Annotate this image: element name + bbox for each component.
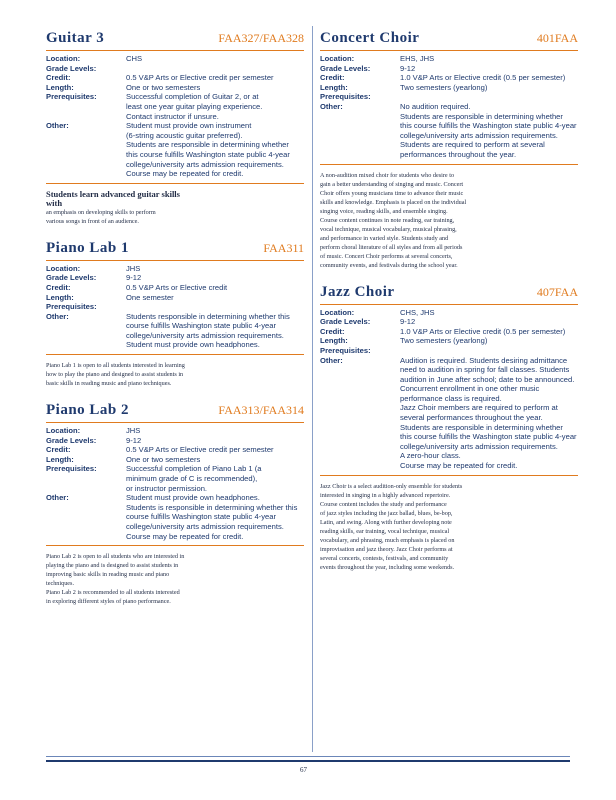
other-line: No audition required. [400, 101, 471, 111]
other-line: Students are responsible in determining whether [126, 140, 289, 150]
value-prereq [400, 346, 578, 356]
other-line: A zero-hour class. [400, 451, 461, 461]
course-description [320, 482, 485, 572]
description-line: an emphasis on developing skills to perform [46, 208, 156, 216]
label-credit: Credit: [320, 326, 345, 336]
other-line: Student must provide own headphones. [126, 493, 260, 503]
other-line: audition in June after school; date to be announced. [400, 374, 575, 384]
course-block [46, 240, 304, 388]
label-credit: Credit: [46, 282, 71, 292]
label-other: Other: [46, 493, 69, 503]
course-header [46, 240, 304, 261]
label-location: Location: [46, 426, 81, 436]
other-line: course fulfills Washington state public 4-year [126, 321, 276, 331]
left-column [46, 30, 304, 620]
column-divider [312, 26, 313, 752]
field-length [320, 83, 578, 93]
other-line: Students is responsible in determining whether this [126, 502, 298, 512]
value-location: CHS, JHS [400, 307, 435, 317]
field-prereq [46, 302, 304, 312]
field-credit [46, 445, 304, 455]
value-length: Two semesters (yearlong) [400, 336, 488, 346]
label-grade: Grade Levels: [320, 317, 371, 327]
value-length: One or two semesters [126, 82, 201, 92]
description-line: vocabulary, and phrasing, much emphasis is placed on [320, 536, 455, 544]
course-fields [46, 264, 304, 355]
label-other: Other: [46, 311, 69, 321]
description-line: playing the piano and is designed to assist students in [46, 562, 179, 570]
course-description [320, 171, 485, 270]
field-other [320, 356, 578, 471]
description-line: Jazz Choir is a select audition-only ensemble for students [320, 482, 463, 490]
other-line: Course may be repeated for credit. [126, 169, 244, 179]
description-line: basic skills in reading music and piano techniques. [46, 380, 172, 388]
other-line: Students are responsible in determining whether [400, 111, 563, 121]
description-line: interested in singing in a highly advanced repertoire. [320, 491, 451, 499]
field-location [46, 426, 304, 436]
field-length [46, 83, 304, 93]
label-prereq: Prerequisites: [320, 92, 371, 102]
label-length: Length: [46, 292, 74, 302]
description-line: Choir offers young musicians time to advance their music [320, 189, 464, 197]
value-credit: 1.0 V&P Arts or Elective credit (0.5 per semester) [400, 326, 566, 336]
label-location: Location: [46, 263, 81, 273]
other-line: this course fulfills Washington state public 4-year [126, 149, 290, 159]
description-line: various songs in front of an audience. [46, 217, 139, 225]
field-other [46, 493, 304, 541]
other-line: Concurrent enrollment in one other music [400, 384, 540, 394]
field-credit [320, 327, 578, 337]
other-line: Student must provide own instrument [126, 121, 252, 131]
field-prereq [46, 464, 304, 493]
description-line: in exploring different styles of piano performance. [46, 598, 171, 606]
course-fields [46, 426, 304, 546]
course-header [320, 30, 578, 51]
description-line: several concerts, contests, festivals, and community [320, 554, 449, 562]
course-code: FAA313/FAA314 [218, 403, 304, 418]
field-grade [46, 273, 304, 283]
label-length: Length: [46, 454, 74, 464]
course-code: FAA311 [263, 240, 304, 255]
course-fields [320, 54, 578, 165]
other-line: college/university arts admission requirements. [126, 522, 284, 531]
footer-rule-bold [46, 760, 570, 762]
other-line: college/university arts admission requirements. [126, 159, 284, 169]
description-line: Course content includes the study and performance [320, 500, 447, 508]
field-other [46, 312, 304, 350]
value-prereq [126, 92, 304, 121]
right-column [320, 30, 578, 586]
description-line: perform choral literature of all styles and from all periods [320, 243, 463, 251]
label-credit: Credit: [46, 445, 71, 455]
prereq-line: minimum grade of C is recommended), [126, 474, 258, 484]
value-other [126, 121, 304, 179]
value-grade: 9-12 [400, 317, 416, 327]
course-description [46, 190, 196, 226]
field-location [320, 54, 578, 64]
field-length [320, 336, 578, 346]
course-description [46, 361, 196, 388]
field-grade [46, 64, 304, 74]
other-line: this course fulfills the Washington state public 4-year [400, 432, 577, 442]
prereq-line: Successful completion of Guitar 2, or at [126, 92, 259, 102]
course-block [320, 30, 578, 270]
field-length [46, 293, 304, 303]
label-length: Length: [320, 336, 348, 346]
field-prereq [320, 346, 578, 356]
value-other [400, 356, 578, 471]
value-credit: 0.5 V&P Arts or Elective credit per semester [126, 445, 274, 455]
course-title: Guitar 3 [46, 30, 105, 46]
course-header [46, 402, 304, 423]
value-prereq [126, 464, 304, 493]
value-other [126, 312, 304, 350]
label-grade: Grade Levels: [320, 63, 371, 73]
value-grade: 9-12 [126, 435, 142, 445]
other-line: college/university arts admission requirements. [126, 330, 284, 340]
field-credit [320, 73, 578, 83]
description-line: singing voice, reading skills, and ensemble singing. [320, 207, 448, 215]
other-line: Course may be repeated for credit. [400, 461, 518, 471]
description-line: and performance in varied style. Students study and [320, 234, 449, 242]
course-title: Piano Lab 2 [46, 402, 130, 419]
field-length [46, 455, 304, 465]
value-location: EHS, JHS [400, 54, 435, 63]
other-line: Jazz Choir members are required to perform at [400, 403, 558, 413]
label-length: Length: [320, 82, 348, 92]
value-location: CHS [126, 54, 143, 63]
label-prereq: Prerequisites: [46, 464, 97, 474]
course-title: Jazz Choir [320, 283, 395, 300]
description-line: Piano Lab 2 is recommended to all students interested [46, 589, 180, 597]
field-prereq [320, 92, 578, 102]
course-code: 401FAA [536, 31, 578, 45]
label-location: Location: [46, 54, 81, 63]
other-line: need to audition in spring for fall classes. Students [400, 365, 570, 375]
course-block [46, 30, 304, 226]
other-line: several performances throughout the year. [400, 413, 543, 423]
value-other [126, 493, 304, 541]
other-line: Student must provide own headphones. [126, 340, 260, 350]
label-credit: Credit: [46, 73, 71, 83]
course-description [46, 552, 196, 606]
other-line: performance class is required. [400, 393, 502, 403]
label-grade: Grade Levels: [46, 273, 97, 283]
label-length: Length: [46, 82, 74, 92]
label-credit: Credit: [320, 73, 345, 83]
field-location [46, 54, 304, 64]
value-grade: 9-12 [400, 63, 416, 73]
description-line: improvisation and jazz theory. Jazz Choir performs at [320, 545, 453, 553]
field-location [46, 264, 304, 274]
course-code: FAA327/FAA328 [218, 31, 304, 45]
description-lead: Students learn advanced guitar skills with [46, 188, 180, 208]
description-line: improving basic skills in reading music and piano techniques. [46, 571, 170, 588]
description-line: A non-audition mixed choir for students who desire to [320, 171, 455, 179]
value-prereq [400, 92, 578, 102]
course-title: Piano Lab 1 [46, 239, 130, 256]
value-other [400, 102, 578, 160]
page-number: 67 [300, 766, 307, 774]
description-line: skills and knowledge. Emphasis is placed on the individual [320, 198, 467, 206]
description-line: of jazz styles including the jazz ballad, blues, be-bop, [320, 509, 453, 517]
other-line: course fulfills Washington state public 4-year [126, 512, 276, 522]
value-credit: 1.0 V&P Arts or Elective credit (0.5 per semester) [400, 73, 566, 83]
label-prereq: Prerequisites: [46, 302, 97, 312]
value-length: Two semesters (yearlong) [400, 82, 488, 92]
field-grade [46, 436, 304, 446]
description-line: Piano Lab 1 is open to all students interested in learning [46, 362, 185, 370]
course-header [46, 30, 304, 51]
course-block [46, 402, 304, 606]
course-fields [46, 54, 304, 184]
prereq-line: or instructor permission. [126, 483, 208, 493]
value-prereq [126, 302, 304, 312]
value-location: JHS [126, 263, 141, 273]
label-grade: Grade Levels: [46, 63, 97, 73]
value-location: JHS [126, 426, 141, 436]
other-line: Students responsible in determining whether this [126, 311, 290, 321]
field-prereq [46, 92, 304, 121]
value-credit: 0.5 V&P Arts or Elective credit [126, 282, 228, 292]
course-code: 407FAA [536, 284, 578, 299]
value-length: One semester [126, 292, 174, 302]
description-line: gain a better understanding of singing and music. Concert [320, 180, 464, 188]
description-line: Latin, and swing. Along with further developing note [320, 518, 452, 526]
label-other: Other: [46, 121, 69, 131]
description-line: reading skills, ear training, vocal technique, musical [320, 527, 450, 535]
other-line: performances throughout the year. [400, 149, 517, 159]
value-length: One or two semesters [126, 454, 201, 464]
label-location: Location: [320, 307, 355, 317]
other-line: college/university arts admission requirements. [400, 130, 558, 140]
other-line: Audition is required. Students desiring admittance [400, 355, 568, 365]
other-line: Students are responsible in determining whether [400, 422, 563, 432]
prereq-line: Contact instructor if unsure. [126, 111, 219, 121]
other-line: Course may be repeated for credit. [126, 531, 244, 541]
description-line: how to play the piano and designed to assist students in [46, 371, 184, 379]
field-location [320, 308, 578, 318]
label-other: Other: [320, 101, 343, 111]
field-other [46, 121, 304, 179]
description-line: Course content continues in note reading, ear training, [320, 216, 455, 224]
other-line: this course fulfills the Washington state public 4-year [400, 121, 577, 131]
label-prereq: Prerequisites: [320, 345, 371, 355]
label-location: Location: [320, 54, 355, 63]
field-credit [46, 283, 304, 293]
other-line: Students are required to perform at several [400, 140, 545, 150]
course-title: Concert Choir [320, 30, 420, 46]
label-prereq: Prerequisites: [46, 92, 97, 102]
description-line: community events, and festivals during the school year. [320, 261, 458, 269]
value-credit: 0.5 V&P Arts or Elective credit per semester [126, 73, 274, 83]
field-grade [320, 317, 578, 327]
other-line: college/university arts admission requirements. [400, 441, 558, 451]
footer-rule [46, 756, 570, 757]
description-line: of music. Concert Choir performs at several concerts, [320, 252, 453, 260]
label-grade: Grade Levels: [46, 435, 97, 445]
other-line: (6-string acoustic guitar preferred). [126, 130, 243, 140]
prereq-line: Successful completion of Piano Lab 1 (a [126, 464, 262, 474]
course-block [320, 284, 578, 572]
description-line: events throughout the year, including some weekends. [320, 563, 455, 571]
description-line: Piano Lab 2 is open to all students who are interested in [46, 553, 185, 561]
description-line: vocal technique, musical vocabulary, musical phrasing, [320, 225, 457, 233]
course-header [320, 284, 578, 305]
field-credit [46, 73, 304, 83]
course-fields [320, 308, 578, 476]
prereq-line: least one year guitar playing experience. [126, 101, 263, 111]
label-other: Other: [320, 355, 343, 365]
field-other [320, 102, 578, 160]
field-grade [320, 64, 578, 74]
value-grade: 9-12 [126, 273, 142, 283]
value-grade [126, 64, 304, 74]
